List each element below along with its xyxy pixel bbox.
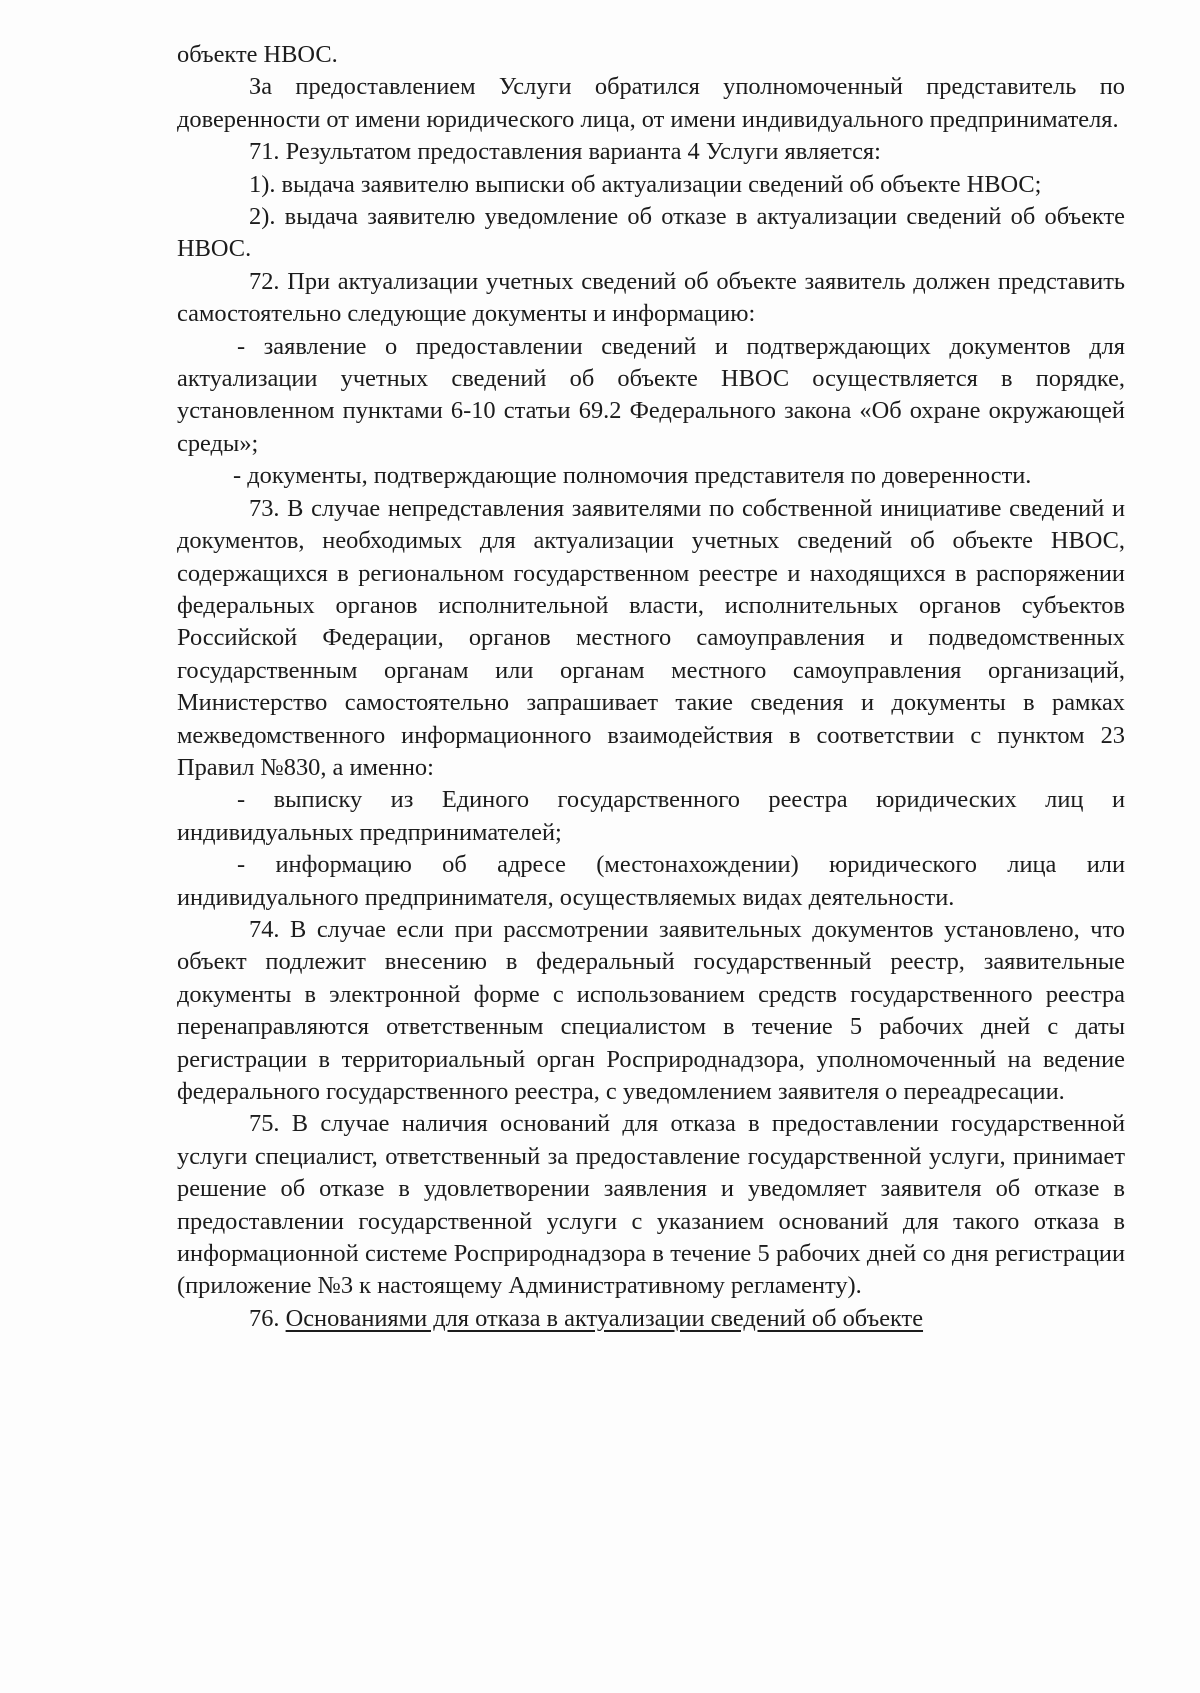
- paragraph-73: 73. В случае непредставления заявителями по собственной инициативе сведений и документов, необходимых для актуализации учетных сведений об объекте НВОС, содержащихся в региональном государственном реестре и находящихся в распоряжении федеральных органов исполнительной власти, исполнительных органов субъектов Российской Федерации, органов местного самоуправления и подведомственных государственным органам или органам местного самоуправления организаций, Министерство самостоятельно запрашивает такие сведения и документы в рамках межведомственного информационного взаимодействия в соответствии с пунктом 23 Правил №830, а именно:: [177, 494, 1125, 781]
- dash-item-application: - заявление о предоставлении сведений и подтверждающих документов для актуализации учетных сведений об объекте НВОС осуществляется в порядке, установленном пунктами 6-10 статьи 69.2 Федерального закона «Об охране окружающей среды»;: [177, 332, 1125, 457]
- paragraph-applicant: За предоставлением Услуги обратился уполномоченный представитель по доверенности от имени юридического лица, от имени индивидуального предпринимателя.: [177, 73, 1125, 133]
- paragraph-71: 71. Результатом предоставления варианта 4 Услуги является:: [249, 138, 881, 166]
- paragraph-74: 74. В случае если при рассмотрении заявительных документов установлено, что объект подлежит внесению в федеральный государственный реестр, заявительные документы в электронной форме с использованием средств государственного реестра перенаправляются ответственным специалистом в течение 5 рабочих дней с даты регистрации в территориальный орган Росприроднадзора, уполномоченный на ведение федерального государственного реестра, с уведомлением заявителя о переадресации.: [177, 915, 1125, 1105]
- list-item-1: 1). выдача заявителю выписки об актуализации сведений об объекте НВОС;: [249, 170, 1042, 198]
- paragraph-76-number: 76.: [249, 1304, 280, 1332]
- dash-item-egrul: - выписку из Единого государственного реестра юридических лиц и индивидуальных предпринимателей;: [177, 786, 1125, 846]
- paragraph-continuation: объекте НВОС.: [177, 41, 338, 68]
- paragraph-76: [177, 1303, 1125, 1335]
- paragraph-76-underlined-text: Основаниями для отказа в актуализации сведений об объекте: [285, 1304, 924, 1332]
- paragraph-72: 72. При актуализации учетных сведений об объекте заявитель должен представить самостоятельно следующие документы и информацию:: [177, 267, 1125, 328]
- dash-item-address: - информацию об адресе (местонахождении) юридического лица или индивидуального предпринимателя, осуществляемых видах деятельности.: [177, 851, 1125, 911]
- list-item-2: 2). выдача заявителю уведомление об отказе в актуализации сведений об объекте НВОС.: [177, 203, 1125, 263]
- document-text: [177, 39, 1125, 1335]
- dash-item-documents: - документы, подтверждающие полномочия представителя по доверенности.: [233, 462, 1032, 490]
- paragraph-75: 75. В случае наличия оснований для отказа в предоставлении государственной услуги специалист, ответственный за предоставление государственной услуги, принимает решение об отказе в удовлетворении заявления и уведомляет заявителя об отказе в предоставлении государственной услуги с указанием оснований для такого отказа в информационной системе Росприроднадзора в течение 5 рабочих дней со дня регистрации (приложение №3 к настоящему Административному регламенту).: [177, 1110, 1125, 1300]
